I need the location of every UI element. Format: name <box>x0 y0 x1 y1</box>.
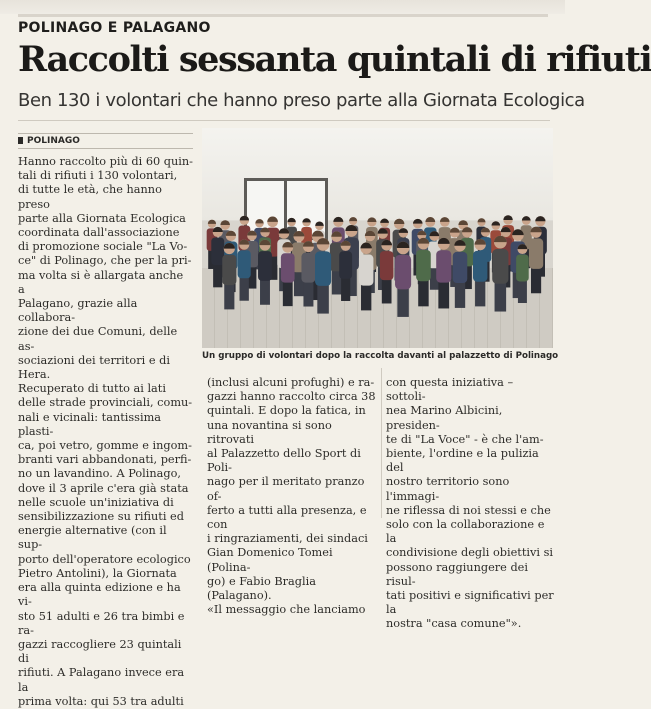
text-line: rifiuti. A Palagano invece era la <box>18 666 185 694</box>
text-line: al Palazzetto dello Sport di Poli- <box>207 447 361 475</box>
text-line: sto 51 adulti e 26 tra bimbi e ra- <box>18 609 185 637</box>
text-line: gazzi hanno raccolto circa 38 <box>207 390 376 404</box>
text-line: ne riflessa di noi stessi e che <box>386 503 551 517</box>
text-line: nelle scuole un'iniziativa di <box>18 495 174 509</box>
article-column-1 <box>18 155 193 709</box>
headline: Raccolti sessanta quintali di rifiuti <box>18 39 651 80</box>
text-line: Gian Domenico Tomei (Polina- <box>207 546 333 574</box>
text-line: nostra "casa comune"». <box>386 617 522 631</box>
top-rule <box>18 14 548 17</box>
text-line: i ringraziamenti, dei sindaci <box>207 532 368 546</box>
text-line: te di "La Voce" - è che l'am- <box>386 432 544 446</box>
text-line: energie alternative (con il sup- <box>18 524 167 552</box>
text-line: (inclusi alcuni profughi) e ra- <box>207 376 375 389</box>
text-line: zione dei due Comuni, delle as- <box>18 325 178 353</box>
text-line: nago per il meritato pranzo of- <box>207 475 365 503</box>
kicker: POLINAGO E PALAGANO <box>18 20 211 36</box>
text-line: condivisione degli obiettivi si <box>386 546 553 560</box>
text-line: tati positivi e significativi per la <box>386 589 554 617</box>
text-line: dove il 3 aprile c'era già stata <box>18 481 189 495</box>
article-column-2 <box>207 376 377 617</box>
text-line: Recuperato di tutto ai lati <box>18 382 166 396</box>
text-line: coordinata dall'associazione <box>18 226 180 240</box>
text-line: sociazioni dei territori e di Hera. <box>18 353 170 382</box>
text-line: nali e vicinali: tantissima plasti- <box>18 410 162 438</box>
text-line: no un lavandino. A Polinago, <box>18 467 182 481</box>
text-line: con questa iniziativa – sottoli- <box>386 376 514 404</box>
text-line: una novantina si sono ritrovati <box>207 418 332 446</box>
section-bullet-icon <box>18 137 23 144</box>
text-line: «Il messaggio che lanciamo <box>207 603 366 617</box>
text-line: prima volta: qui 53 tra adulti <box>18 694 184 708</box>
article-column-3 <box>386 376 554 632</box>
text-line: parte alla Giornata Ecologica <box>18 211 186 225</box>
text-line: ma volta si è allargata anche a <box>18 268 184 296</box>
group-photo <box>202 128 553 348</box>
text-line: di promozione sociale "La Vo- <box>18 240 188 254</box>
text-line: tali di rifiuti i 130 volontari, <box>18 169 178 183</box>
text-line: possono raggiungere dei risul- <box>386 560 528 588</box>
text-line: di tutte le età, che hanno preso <box>18 183 162 211</box>
volunteers-crowd <box>202 128 553 348</box>
column-divider <box>381 368 382 518</box>
text-line: branti vari abbandonati, perfi- <box>18 453 192 467</box>
text-line: sensibilizzazione su rifiuti ed <box>18 510 184 524</box>
subheadline-rule <box>18 120 550 121</box>
text-line: ce" di Polinago, che per la pri- <box>18 254 192 268</box>
text-line: go) e Fabio Braglia (Palagano). <box>207 574 316 603</box>
section-label-text: POLINAGO <box>27 136 80 146</box>
text-line: nostro territorio sono l'immagi- <box>386 475 510 503</box>
text-line: delle strade provinciali, comu- <box>18 396 193 410</box>
text-line: gazzi raccogliere 23 quintali di <box>18 637 182 666</box>
text-line: Palagano, grazie alla collabora- <box>18 297 138 325</box>
text-line: ca, poi vetro, gomme e ingom- <box>18 439 192 453</box>
text-line: solo con la collaborazione e la <box>386 518 545 546</box>
subheadline: Ben 130 i volontari che hanno preso parte alla Giornata Ecologica <box>18 90 585 111</box>
text-line: ferto a tutti alla presenza, e con <box>207 503 367 532</box>
photo-caption: Un gruppo di volontari dopo la raccolta davanti al palazzetto di Polinago <box>202 351 559 361</box>
text-line: quintali. E dopo la fatica, in <box>207 404 366 418</box>
text-line: Pietro Antolini), la Giornata <box>18 566 177 580</box>
previous-page-bleed <box>0 0 565 14</box>
text-line: nea Marino Albicini, presiden- <box>386 404 503 432</box>
text-line: porto dell'operatore ecologico <box>18 552 191 566</box>
text-line: Hanno raccolto più di 60 quin- <box>18 155 193 168</box>
text-line: era alla quinta edizione e ha vi- <box>18 581 181 609</box>
section-label <box>18 133 193 149</box>
text-line: biente, l'ordine e la pulizia del <box>386 447 539 475</box>
